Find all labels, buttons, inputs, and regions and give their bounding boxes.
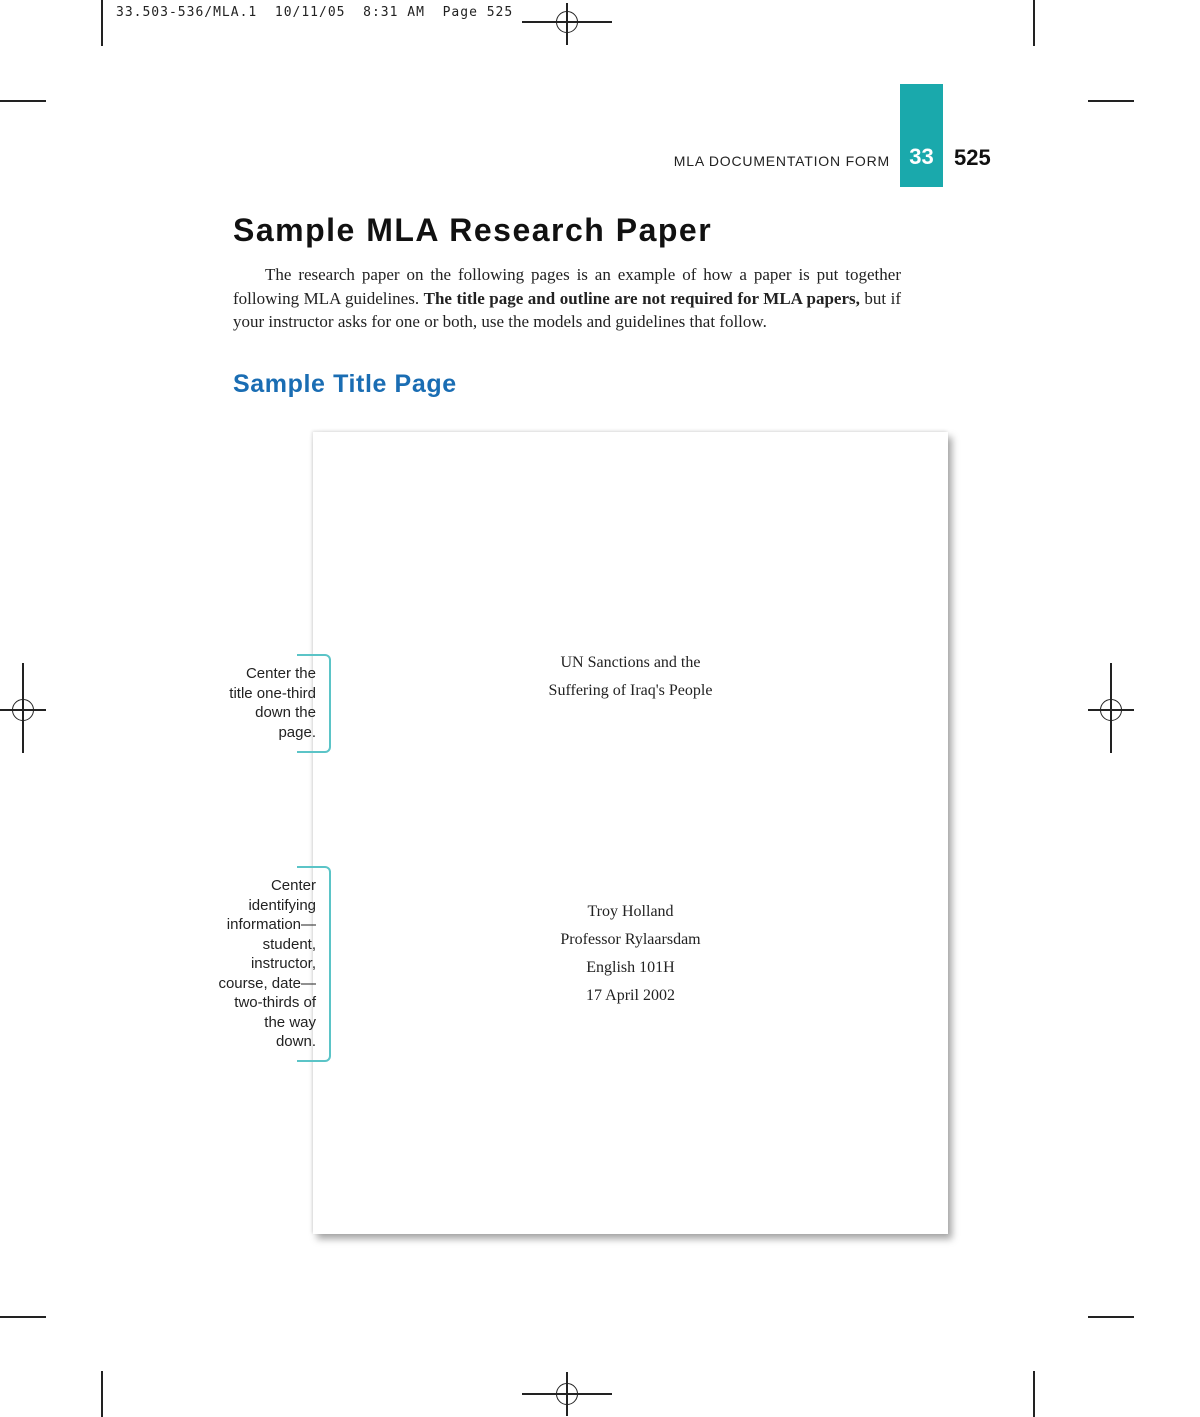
identifying-info-block: [313, 898, 948, 1010]
annotation-line: student,: [262, 935, 316, 953]
crop-mark: [1033, 0, 1035, 46]
instructor-name: Professor Rylaarsdam: [560, 931, 701, 948]
paper-title-line: Suffering of Iraq's People: [548, 682, 713, 699]
page-number: 525: [954, 145, 991, 170]
running-head-label: MLA DOCUMENTATION FORM: [673, 153, 890, 169]
chapter-tab: [900, 84, 943, 187]
chapter-number: 33: [909, 144, 934, 169]
crop-mark: [101, 1371, 103, 1417]
paper-title-block: [313, 649, 948, 705]
intro-paragraph: [233, 263, 901, 334]
paper-title-line: UN Sanctions and the: [560, 654, 701, 671]
annotation-line: down.: [275, 1033, 316, 1050]
sample-title-page: [313, 432, 948, 1234]
annotation-title-position: [150, 664, 316, 742]
paper-date: 17 April 2002: [586, 987, 675, 1004]
annotation-line: Center: [270, 877, 316, 894]
annotation-line: the way: [264, 1013, 316, 1031]
student-name: Troy Holland: [587, 903, 674, 920]
annotation-line: down the: [255, 704, 316, 721]
course-name: English 101H: [586, 959, 675, 976]
annotation-line: Center the: [245, 665, 316, 682]
annotation-bracket: [297, 866, 331, 1062]
intro-bold-text: The title page and outline are not required for MLA papers,: [423, 288, 860, 308]
annotation-line: page.: [278, 723, 316, 741]
page-title: Sample MLA Research Paper: [233, 212, 713, 248]
crop-mark: [0, 1316, 46, 1318]
annotation-info-position: [150, 876, 316, 1052]
annotation-line: two-thirds of: [234, 994, 316, 1011]
crop-mark: [1088, 1316, 1134, 1318]
annotation-line: title one-third: [229, 684, 316, 702]
crop-mark: [1033, 1371, 1035, 1417]
printer-slug: 33.503-536/MLA.1 10/11/05 8:31 AM Page 525: [116, 5, 514, 20]
annotation-line: instructor,: [250, 955, 316, 972]
crop-mark: [0, 100, 46, 102]
crop-mark: [1088, 100, 1134, 102]
subheading: Sample Title Page: [233, 370, 457, 398]
intro-text-2: but if your instructor asks for one or both, use the models and guidelines that follow.: [233, 288, 902, 331]
annotation-line: identifying: [248, 896, 316, 914]
intro-text-1: The research paper on the following pages is an example of how a paper is put together following MLA guidelines.: [233, 265, 901, 308]
annotation-line: course, date—: [218, 974, 316, 992]
crop-mark: [101, 0, 103, 46]
annotation-bracket: [297, 654, 331, 753]
annotation-line: information—: [226, 916, 316, 933]
